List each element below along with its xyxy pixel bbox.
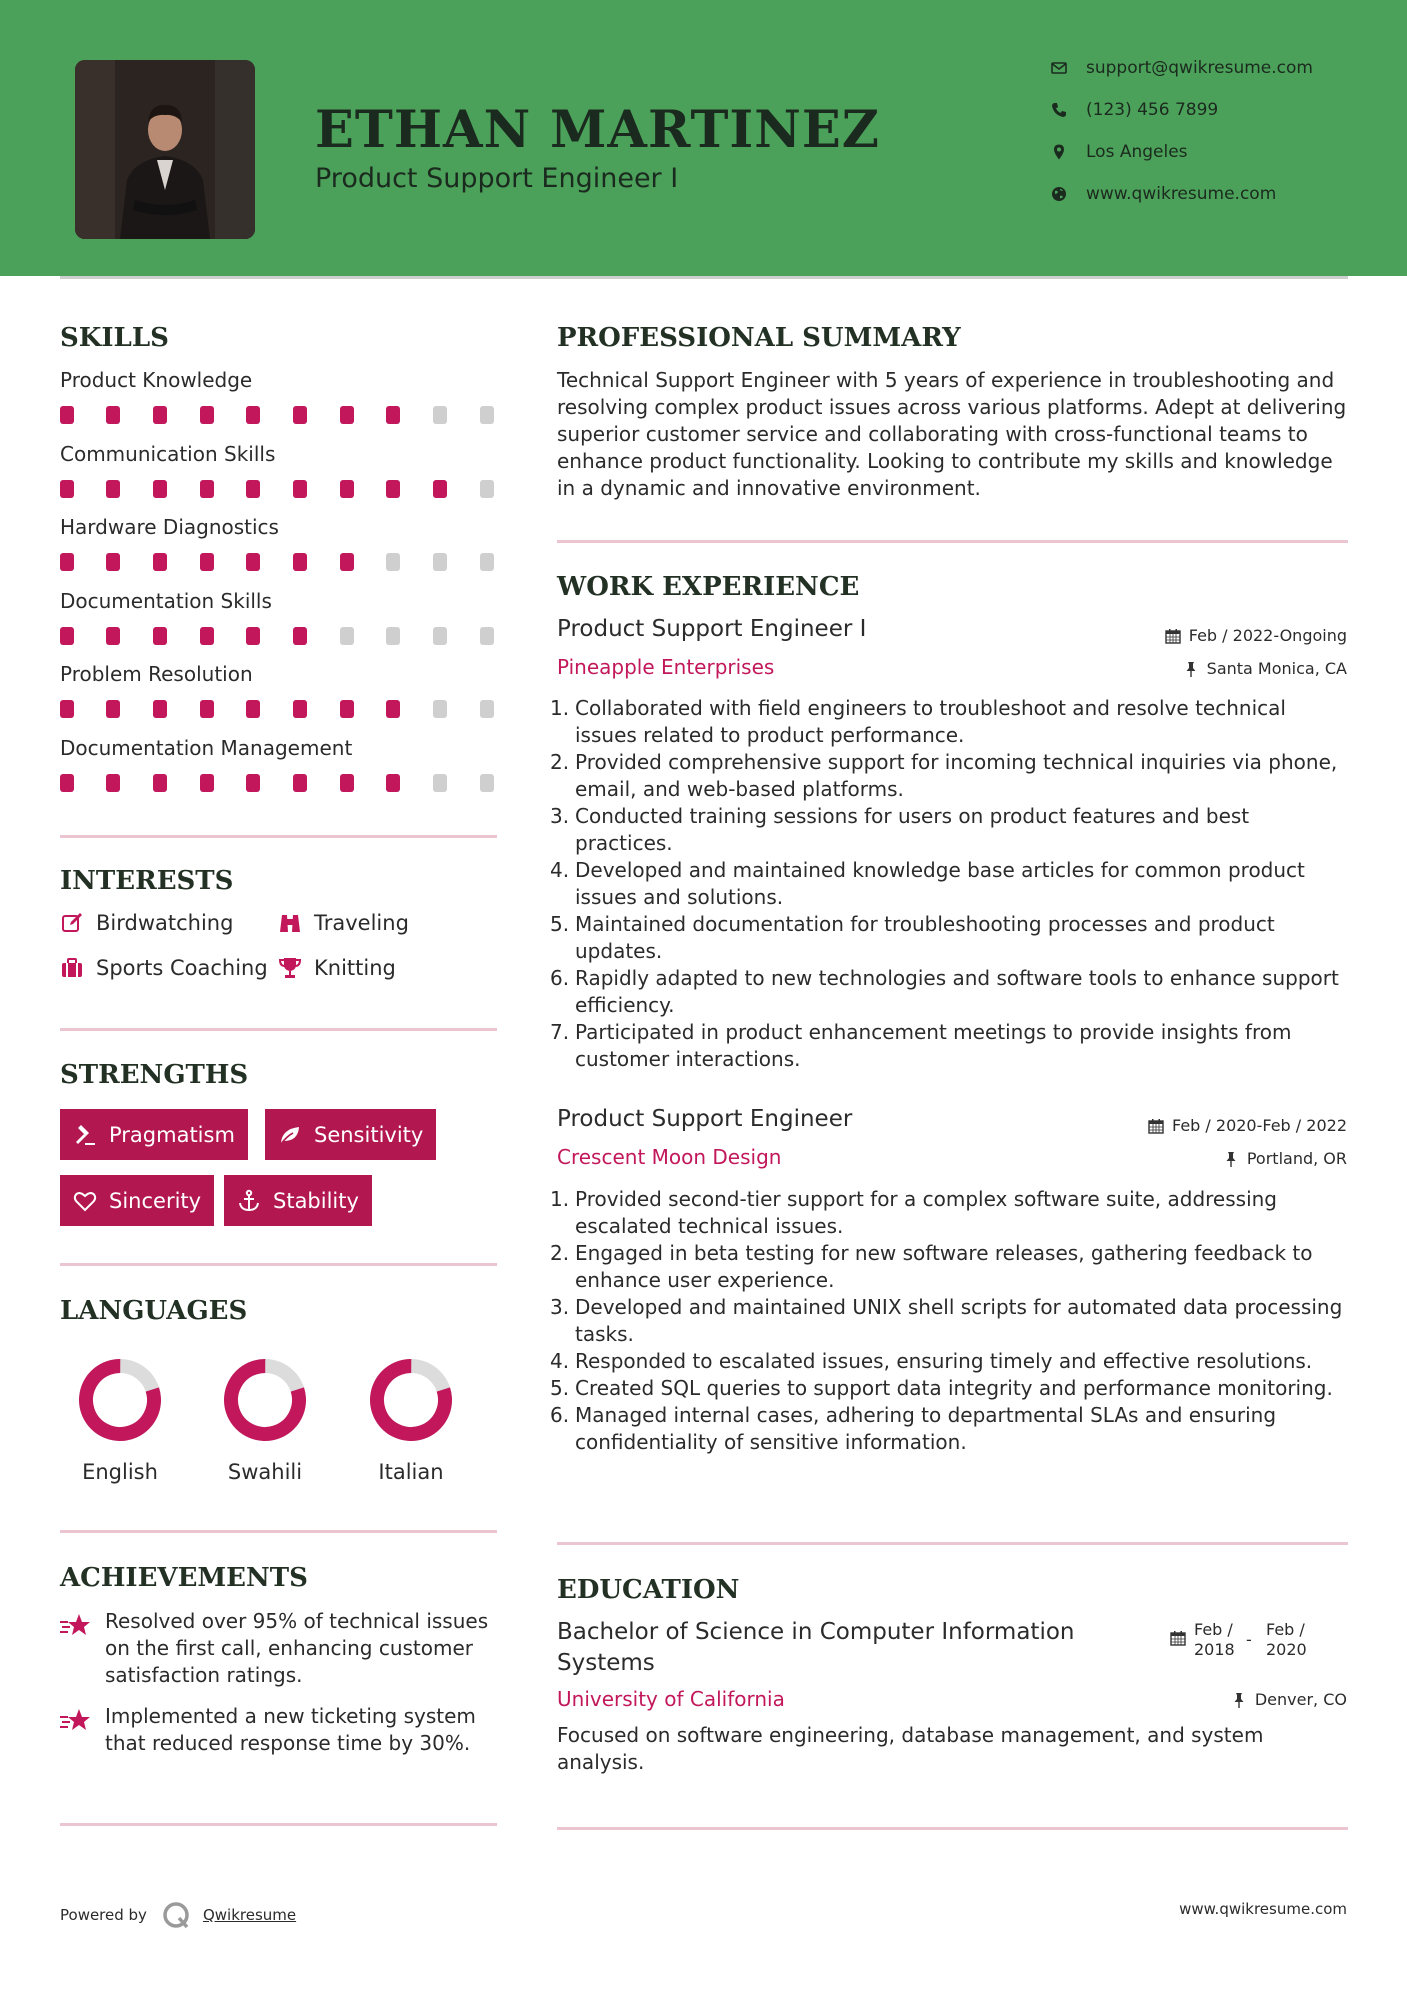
skill-dot-filled <box>106 627 120 645</box>
skill-dot-filled <box>153 774 167 792</box>
summary-divider <box>557 540 1348 543</box>
contact-email[interactable] <box>1050 56 1313 80</box>
contact-phone[interactable] <box>1050 98 1218 122</box>
skill-dot-empty <box>480 627 494 645</box>
skills-divider <box>60 835 497 838</box>
job-bullet <box>550 1186 1348 1240</box>
strength-badge <box>224 1175 372 1226</box>
job-company: Pineapple Enterprises <box>557 655 775 679</box>
pencil-square-icon <box>60 911 84 935</box>
skill-dot-filled <box>153 627 167 645</box>
heart-icon <box>73 1189 97 1213</box>
language-label: Swahili <box>227 1460 303 1484</box>
bullet-text: Responded to escalated issues, ensuring timely and effective resolutions. <box>575 1349 1313 1373</box>
calendar-icon <box>1165 628 1181 644</box>
star-badge-icon <box>60 1611 92 1641</box>
skill-dot-filled <box>386 700 400 718</box>
bullet-number: 5. <box>550 912 570 936</box>
languages-divider <box>60 1530 497 1533</box>
skill-dot-filled <box>340 406 354 424</box>
interest-label: Knitting <box>314 956 396 980</box>
bullet-number: 2. <box>550 1241 570 1265</box>
job-bullet <box>550 1294 1348 1348</box>
education-degree: Bachelor of Science in Computer Information Systems <box>557 1619 1075 1676</box>
education-location-text: Denver, CO <box>1254 1690 1347 1709</box>
job-bullet <box>550 1019 1348 1073</box>
language-label: English <box>82 1460 158 1484</box>
education-description: Focused on software engineering, database management, and system analysis. <box>557 1723 1264 1774</box>
header-divider <box>60 276 1348 279</box>
bullet-text: Conducted training sessions for users on product features and best practices. <box>575 804 1250 855</box>
bullet-text: Engaged in beta testing for new software releases, gathering feedback to enhance user experience. <box>575 1241 1313 1292</box>
interest-item <box>60 911 233 935</box>
skill-dot-filled <box>386 774 400 792</box>
envelope-icon <box>1050 59 1068 77</box>
contact-email-text: support@qwikresume.com <box>1086 58 1313 78</box>
education-location <box>1231 1690 1347 1709</box>
achievement-item <box>60 1703 500 1757</box>
skill-dot-filled <box>106 774 120 792</box>
skill-dot-filled <box>293 700 307 718</box>
footer-website[interactable]: www.qwikresume.com <box>1179 1900 1347 1918</box>
skill-dot-filled <box>246 627 260 645</box>
skill-dot-filled <box>153 553 167 571</box>
calendar-icon <box>1170 1630 1186 1646</box>
calendar-icon <box>1148 1118 1164 1134</box>
job-bullet <box>550 695 1348 749</box>
bullet-text: Provided second-tier support for a complex software suite, addressing escalated technical issues. <box>575 1187 1277 1238</box>
job-bullet <box>550 1375 1348 1402</box>
job-bullet <box>550 1240 1348 1294</box>
skill-dot-filled <box>60 700 74 718</box>
job-company: Crescent Moon Design <box>557 1145 782 1169</box>
job-bullet <box>550 1402 1348 1456</box>
job-bullet <box>550 965 1348 1019</box>
bullet-text: Developed and maintained knowledge base articles for common product issues and solutions. <box>575 858 1305 909</box>
education-start: Feb / 2018 <box>1194 1620 1235 1659</box>
skill-name: Product Knowledge <box>60 368 253 392</box>
skill-dot-filled <box>293 553 307 571</box>
skill-name: Documentation Management <box>60 735 353 760</box>
skill-dot-filled <box>246 553 260 571</box>
skill-dot-filled <box>386 406 400 424</box>
interest-label: Birdwatching <box>96 911 234 935</box>
anchor-icon <box>237 1189 261 1213</box>
bullet-text: Maintained documentation for troubleshooting processes and product updates. <box>575 912 1275 963</box>
bullet-number: 4. <box>550 1349 570 1373</box>
job-location-text: Santa Monica, CA <box>1206 659 1347 678</box>
bullet-text: Rapidly adapted to new technologies and software tools to enhance support efficiency. <box>575 966 1339 1017</box>
strength-label: Sensitivity <box>314 1122 424 1147</box>
skill-dot-empty <box>480 774 494 792</box>
skill-dot-filled <box>340 774 354 792</box>
job-role: Product Support Engineer <box>557 1106 853 1132</box>
job-dates-text: Feb / 2022-Ongoing <box>1188 626 1347 645</box>
skill-name: Documentation Skills <box>60 588 272 613</box>
contact-location-text: Los Angeles <box>1086 142 1188 162</box>
contact-location <box>1050 140 1188 164</box>
job-dates <box>1148 1116 1347 1135</box>
language-donuts <box>60 1350 497 1450</box>
skill-dot-filled <box>200 480 214 498</box>
skill-dot-filled <box>200 553 214 571</box>
bullet-number: 3. <box>550 1295 570 1319</box>
skill-dot-filled <box>106 480 120 498</box>
skill-name: Hardware Diagnostics <box>60 515 279 539</box>
skill-dot-empty <box>480 406 494 424</box>
skill-dot-filled <box>60 480 74 498</box>
skill-dot-filled <box>60 553 74 571</box>
languages-title: LANGUAGES <box>60 1296 248 1326</box>
skill-dot-filled <box>153 700 167 718</box>
skill-dot-empty <box>340 627 354 645</box>
job-bullet <box>550 857 1348 911</box>
strength-badge <box>60 1109 248 1160</box>
strengths-divider <box>60 1263 497 1266</box>
bullet-text: Participated in product enhancement meetings to provide insights from customer interactions. <box>575 1020 1292 1071</box>
job-location <box>1223 1149 1347 1168</box>
bullet-text: Managed internal cases, adhering to departmental SLAs and ensuring confidentiality of sensitive information. <box>575 1403 1277 1454</box>
bullet-number: 7. <box>550 1020 570 1044</box>
skill-dot-empty <box>433 627 447 645</box>
skill-name: Problem Resolution <box>60 662 253 686</box>
contact-website[interactable] <box>1050 182 1276 206</box>
phone-icon <box>1050 101 1068 119</box>
job-location <box>1183 659 1347 678</box>
bullet-text: Developed and maintained UNIX shell scripts for automated data processing tasks. <box>575 1295 1343 1346</box>
skill-dot-filled <box>246 480 260 498</box>
job-bullet <box>550 911 1348 965</box>
achievements-title: ACHIEVEMENTS <box>60 1563 308 1593</box>
summary-text: Technical Support Engineer with 5 years of experience in troubleshooting and resolving complex product issues across various platforms. Adept at delivering superior customer service and collaborating with cross-functional teams to enhance product functionality. Looking to contribute my skills and knowledge in a dynamic and innovative environment. <box>557 368 1347 500</box>
job-dates <box>1165 626 1347 645</box>
powered-by-text: Powered by <box>60 1906 147 1924</box>
strength-badge <box>60 1175 214 1226</box>
trophy-icon <box>278 956 302 980</box>
leaf-icon <box>278 1123 302 1147</box>
skill-dot-filled <box>106 553 120 571</box>
skill-dot-filled <box>340 700 354 718</box>
strength-label: Stability <box>273 1188 359 1213</box>
skill-dot-filled <box>340 553 354 571</box>
skills-title: SKILLS <box>60 323 169 353</box>
experience-divider <box>557 1542 1348 1545</box>
skill-dot-filled <box>200 700 214 718</box>
achievements-divider <box>60 1823 497 1826</box>
strength-label: Pragmatism <box>109 1122 235 1147</box>
skill-dot-filled <box>60 406 74 424</box>
skill-dot-filled <box>106 700 120 718</box>
job-bullet <box>550 749 1348 803</box>
interest-label: Traveling <box>314 911 409 935</box>
summary-title: PROFESSIONAL SUMMARY <box>557 323 961 353</box>
qwikresume-logo-icon <box>161 1900 191 1930</box>
education-school: University of California <box>557 1687 785 1711</box>
bullet-text: Provided comprehensive support for incoming technical inquiries via phone, email, and web-based platforms. <box>575 750 1338 801</box>
skill-dot-filled <box>153 480 167 498</box>
education-dates <box>1170 1620 1318 1660</box>
bullet-number: 1. <box>550 1187 570 1211</box>
skill-dot-filled <box>386 480 400 498</box>
bullet-text: Collaborated with field engineers to troubleshoot and resolve technical issues related to product performance. <box>575 696 1286 747</box>
pushpin-icon <box>1223 1151 1239 1167</box>
language-donut-fill <box>77 1357 163 1443</box>
interests-title: INTERESTS <box>60 866 234 896</box>
interest-item <box>278 911 409 935</box>
skill-dot-filled <box>153 406 167 424</box>
job-bullet <box>550 1348 1348 1375</box>
briefcase-icon <box>60 956 84 980</box>
education-divider <box>557 1827 1348 1830</box>
skill-dot-empty <box>433 774 447 792</box>
achievement-text: Resolved over 95% of technical issues on the first call, enhancing customer satisfaction ratings. <box>105 1609 489 1687</box>
skill-dot-empty <box>433 553 447 571</box>
binoculars-icon <box>278 911 302 935</box>
skill-dot-filled <box>200 406 214 424</box>
strength-label: Sincerity <box>109 1188 202 1213</box>
candidate-name: ETHAN MARTINEZ <box>315 100 880 160</box>
pushpin-icon <box>1183 661 1199 677</box>
strengths-title: STRENGTHS <box>60 1060 249 1090</box>
skill-dot-empty <box>480 700 494 718</box>
bullet-number: 6. <box>550 966 570 990</box>
skill-dot-empty <box>386 553 400 571</box>
skill-dot-filled <box>293 774 307 792</box>
job-role: Product Support Engineer I <box>557 616 867 642</box>
strength-badge <box>265 1109 436 1160</box>
skill-dot-empty <box>480 553 494 571</box>
bullet-number: 5. <box>550 1376 570 1400</box>
bullet-text: Created SQL queries to support data integrity and performance monitoring. <box>575 1376 1333 1400</box>
skill-dot-filled <box>293 480 307 498</box>
job-location-text: Portland, OR <box>1246 1149 1347 1168</box>
profile-photo <box>75 60 255 239</box>
skill-dot-empty <box>433 406 447 424</box>
language-donut-fill <box>368 1357 454 1443</box>
job-bullet <box>550 803 1348 857</box>
interest-item <box>60 956 268 980</box>
date-separator: - <box>1246 1630 1252 1649</box>
skill-dot-filled <box>293 627 307 645</box>
skill-dot-empty <box>480 480 494 498</box>
skill-dot-filled <box>293 406 307 424</box>
job-dates-text: Feb / 2020-Feb / 2022 <box>1172 1116 1347 1135</box>
skill-dot-filled <box>60 774 74 792</box>
skill-dot-empty <box>386 627 400 645</box>
bullet-number: 6. <box>550 1403 570 1427</box>
bullet-number: 2. <box>550 750 570 774</box>
job-bullet-list <box>550 1186 1348 1456</box>
skill-dot-filled <box>246 406 260 424</box>
language-label: Italian <box>378 1460 444 1484</box>
achievement-item <box>60 1608 500 1689</box>
skill-dot-filled <box>246 700 260 718</box>
pushpin-icon <box>1231 1692 1247 1708</box>
achievement-text: Implemented a new ticketing system that reduced response time by 30%. <box>105 1704 476 1755</box>
qwikresume-link[interactable]: Qwikresume <box>202 1906 297 1924</box>
skill-dot-filled <box>433 480 447 498</box>
bullet-number: 1. <box>550 696 570 720</box>
candidate-title: Product Support Engineer I <box>315 163 679 194</box>
skill-dot-filled <box>340 480 354 498</box>
education-title: EDUCATION <box>557 1575 740 1605</box>
education-end: Feb / 2020 <box>1266 1620 1307 1659</box>
skill-dot-filled <box>246 774 260 792</box>
skill-dot-filled <box>106 406 120 424</box>
gavel-icon <box>73 1123 97 1147</box>
bullet-number: 4. <box>550 858 570 882</box>
skill-dot-filled <box>200 627 214 645</box>
contact-website-text: www.qwikresume.com <box>1086 184 1277 204</box>
skill-dot-filled <box>200 774 214 792</box>
bullet-number: 3. <box>550 804 570 828</box>
interests-divider <box>60 1028 497 1031</box>
globe-icon <box>1050 185 1068 203</box>
skill-dot-empty <box>433 700 447 718</box>
interest-label: Sports Coaching <box>96 956 268 980</box>
footer-powered-by <box>60 1900 296 1930</box>
language-donut-fill <box>222 1357 308 1443</box>
contact-phone-text: (123) 456 7899 <box>1086 100 1219 120</box>
interest-item <box>278 956 396 980</box>
job-bullet-list <box>550 695 1348 1073</box>
skill-name: Communication Skills <box>60 441 276 466</box>
star-badge-icon <box>60 1706 92 1736</box>
experience-title: WORK EXPERIENCE <box>557 572 860 602</box>
skill-dot-filled <box>60 627 74 645</box>
map-pin-icon <box>1050 143 1068 161</box>
